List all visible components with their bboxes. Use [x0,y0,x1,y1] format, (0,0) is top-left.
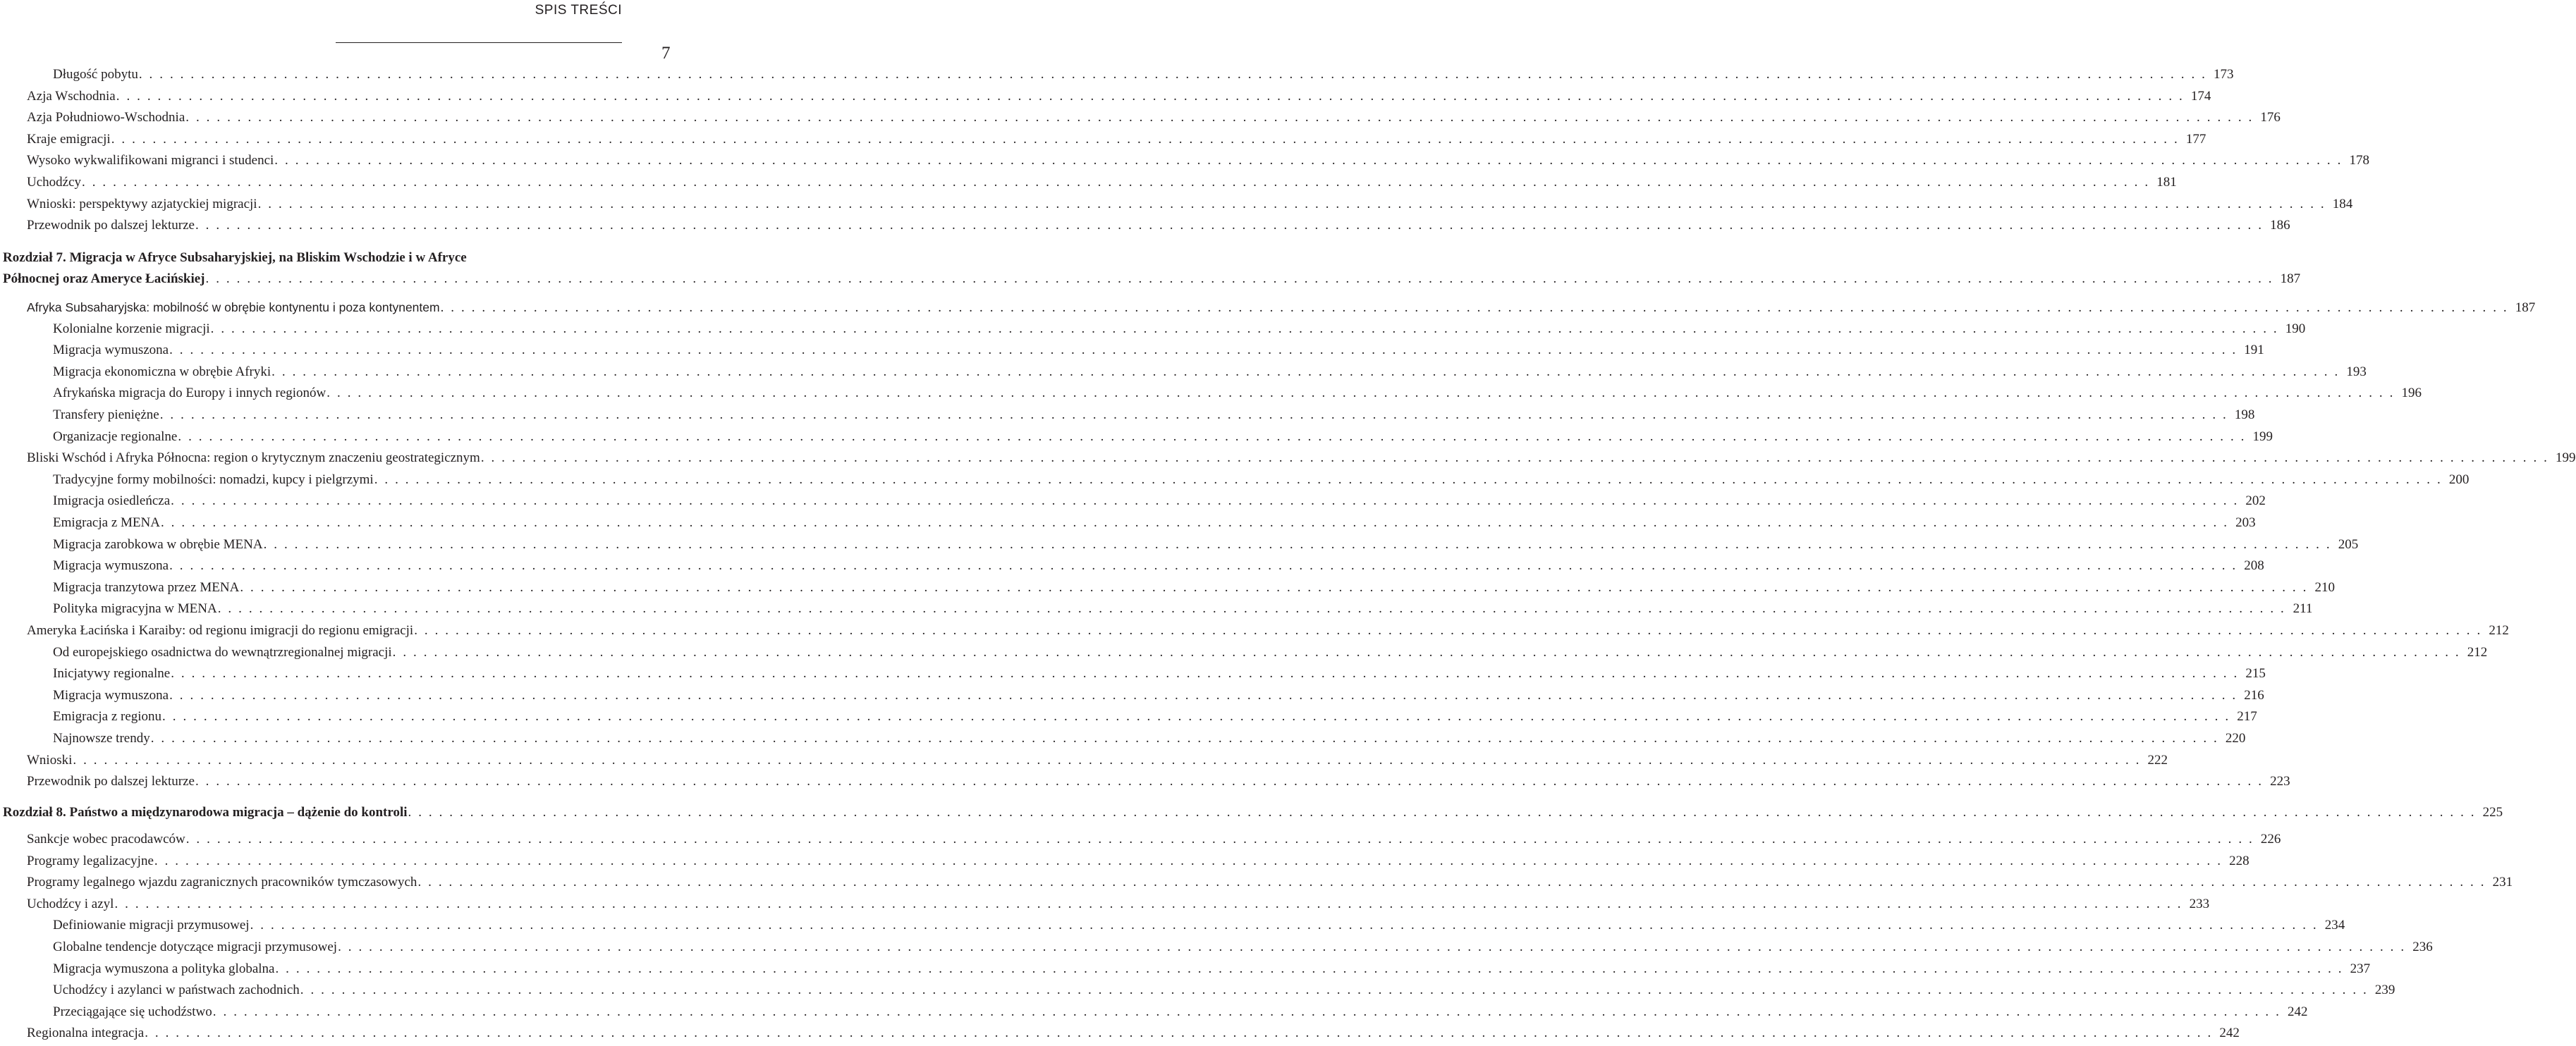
toc-entry[interactable] [53,939,2433,956]
leader-dots: . . . . . . . . . . . . . . . . . . . . . . . . . . . . . . . . . . . . . . . . . . . . . . . . . . . . . . . . . . . . . . . . . . . . . . . . . . . . . . . . . . . . . . . . . . . . . . . . . . . . . . . . . . . . . . . . . . . . . . . . . . . . . . . . . . . . . . . . . . . . . . . . . . . . . . . . . . . . . . . . . . . . . . . . . . . . . . . . . . . . . . . . . . . . . . . . . . . . . . . . [210,321,2279,336]
toc-entry-page: 222 [2147,752,2168,768]
toc-entry-page: 242 [2219,1026,2240,1041]
leader-dots: . . . . . . . . . . . . . . . . . . . . . . . . . . . . . . . . . . . . . . . . . . . . . . . . . . . . . . . . . . . . . . . . . . . . . . . . . . . . . . . . . . . . . . . . . . . . . . . . . . . . . . . . . . . . . . . . . . . . . . . . . . . . . . . . . . . . . . . . . . . . . . . . . . . . . . . . . . . . . . . . . . . . . . . . . . . . . . . . . . . . . . . . . . . . . . . . . . . . . . . . [169,343,2238,358]
leader-dots: . . . . . . . . . . . . . . . . . . . . . . . . . . . . . . . . . . . . . . . . . . . . . . . . . . . . . . . . . . . . . . . . . . . . . . . . . . . . . . . . . . . . . . . . . . . . . . . . . . . . . . . . . . . . . . . . . . . . . . . . . . . . . . . . . . . . . . . . . . . . . . . . . . . . . . . . . . . . . . . . . . . . . . . . . . . . . . . . . . . . . . . . . . . . . . . . . . . . . . . . [250,918,2319,933]
toc-entry-page: 187 [2515,300,2536,315]
leader-dots: . . . . . . . . . . . . . . . . . . . . . . . . . . . . . . . . . . . . . . . . . . . . . . . . . . . . . . . . . . . . . . . . . . . . . . . . . . . . . . . . . . . . . . . . . . . . . . . . . . . . . . . . . . . . . . . . . . . . . . . . . . . . . . . . . . . . . . . . . . . . . . . . . . . . . . . . . . . . . . . . . . . . . . . . . . . . . . . . . . . . . . . . . . . . . . . . . . . . . . . . [274,153,2343,168]
toc-entry[interactable] [53,536,2359,553]
toc-entry-page: 174 [2190,88,2211,104]
leader-dots: . . . . . . . . . . . . . . . . . . . . . . . . . . . . . . . . . . . . . . . . . . . . . . . . . . . . . . . . . . . . . . . . . . . . . . . . . . . . . . . . . . . . . . . . . . . . . . . . . . . . . . . . . . . . . . . . . . . . . . . . . . . . . . . . . . . . . . . . . . . . . . . . . . . . . . . . . . . . . . . . . . . . . . . . . . . . . . . . . . . . . . . . . . . . . . . . . . . . . . . . [111,131,2180,147]
leader-dots: . . . . . . . . . . . . . . . . . . . . . . . . . . . . . . . . . . . . . . . . . . . . . . . . . . . . . . . . . . . . . . . . . . . . . . . . . . . . . . . . . . . . . . . . . . . . . . . . . . . . . . . . . . . . . . . . . . . . . . . . . . . . . . . . . . . . . . . . . . . . . . . . . . . . . . . . . . . . . . . . . . . . . . . . . . . . . . . . . . . . . . . . . . . . . . . . . . . . . . . . [159,407,2228,422]
toc-entry-page: 199 [2556,450,2576,466]
toc-entry[interactable] [27,109,2281,126]
page-number: 7 [661,44,671,63]
leader-dots: . . . . . . . . . . . . . . . . . . . . . . . . . . . . . . . . . . . . . . . . . . . . . . . . . . . . . . . . . . . . . . . . . . . . . . . . . . . . . . . . . . . . . . . . . . . . . . . . . . . . . . . . . . . . . . . . . . . . . . . . . . . . . . . . . . . . . . . . . . . . . . . . . . . . . . . . . . . . . . . . . . . . . . . . . . . . . . . . . . . . . . . . . . . . . . . . . . . . . . . . [138,67,2207,82]
toc-entry[interactable] [53,961,2371,978]
leader-dots: . . . . . . . . . . . . . . . . . . . . . . . . . . . . . . . . . . . . . . . . . . . . . . . . . . . . . . . . . . . . . . . . . . . . . . . . . . . . . . . . . . . . . . . . . . . . . . . . . . . . . . . . . . . . . . . . . . . . . . . . . . . . . . . . . . . . . . . . . . . . . . . . . . . . . . . . . . . . . . . . . . . . . . . . . . . . . . . . . . . . . . . . . . . . . . . . . . . . . . . . [271,364,2340,379]
leader-dots: . . . . . . . . . . . . . . . . . . . . . . . . . . . . . . . . . . . . . . . . . . . . . . . . . . . . . . . . . . . . . . . . . . . . . . . . . . . . . . . . . . . . . . . . . . . . . . . . . . . . . . . . . . . . . . . . . . . . . . . . . . . . . . . . . . . . . . . . . . . . . . . . . . . . . . . . . . . . . . . . . . . . . . . . . . . . . . . . . . . . . . . . . . . . . . . . . . . . . . . . [480,450,2549,466]
toc-entry-title: Emigracja z regionu [53,709,162,725]
toc-entry[interactable] [53,472,2470,488]
toc-entry-title: Migracja wymuszona a polityka globalna [53,961,275,976]
toc-entry-title: Wnioski [27,752,73,768]
leader-dots: . . . . . . . . . . . . . . . . . . . . . . . . . . . . . . . . . . . . . . . . . . . . . . . . . . . . . . . . . . . . . . . . . . . . . . . . . . . . . . . . . . . . . . . . . . . . . . . . . . . . . . . . . . . . . . . . . . . . . . . . . . . . . . . . . . . . . . . . . . . . . . . . . . . . . . . . . . . . . . . . . . . . . . . . . . . . . . . . . . . . . . . . . . . . . . . . . . . . . . . . [440,300,2509,315]
chapter-7-page: 187 [2280,271,2301,286]
leader-dots: . . . . . . . . . . . . . . . . . . . . . . . . . . . . . . . . . . . . . . . . . . . . . . . . . . . . . . . . . . . . . . . . . . . . . . . . . . . . . . . . . . . . . . . . . . . . . . . . . . . . . . . . . . . . . . . . . . . . . . . . . . . . . . . . . . . . . . . . . . . . . . . . . . . . . . . . . . . . . . . . . . . . . . . . . . . . . . . . . . . . . . . . . . . . . . . . . . . . . . . . [169,558,2238,574]
toc-entry-page: 237 [2350,961,2371,976]
toc-entry-title: Transfery pieniężne [53,407,159,422]
toc-entry[interactable] [53,342,2264,359]
toc-entry-title: Inicjatywy regionalne [53,666,171,682]
toc-entry-title: Długość pobytu [53,67,138,82]
toc-entry-page: 234 [2324,918,2345,933]
toc-entry-page: 231 [2492,875,2513,890]
toc-entry-title: Uchodźcy i azyl [27,896,114,911]
toc-entry-title: Globalne tendencje dotyczące migracji przymusowej [53,940,338,954]
leader-dots: . . . . . . . . . . . . . . . . . . . . . . . . . . . . . . . . . . . . . . . . . . . . . . . . . . . . . . . . . . . . . . . . . . . . . . . . . . . . . . . . . . . . . . . . . . . . . . . . . . . . . . . . . . . . . . . . . . . . . . . . . . . . . . . . . . . . . . . . . . . . . . . . . . . . . . . . . . . . . . . . . . . . . . . . . . . . . . . . . . . . . . . . . . . . . . . . . . . . . . . . [212,1004,2281,1019]
toc-entry-page: 191 [2244,343,2264,358]
toc-entry[interactable] [53,601,2313,617]
toc-entry-page: 202 [2245,493,2266,509]
leader-dots: . . . . . . . . . . . . . . . . . . . . . . . . . . . . . . . . . . . . . . . . . . . . . . . . . . . . . . . . . . . . . . . . . . . . . . . . . . . . . . . . . . . . . . . . . . . . . . . . . . . . . . . . . . . . . . . . . . . . . . . . . . . . . . . . . . . . . . . . . . . . . . . . . . . . . . . . . . . . . . . . . . . . . . . . . . . . . . . . . . . . . . . . . . . . . . . . . . . . . . . . [185,110,2254,125]
toc-entry[interactable] [53,644,2488,661]
header-rule [336,42,622,43]
leader-dots: . . . . . . . . . . . . . . . . . . . . . . . . . . . . . . . . . . . . . . . . . . . . . . . . . . . . . . . . . . . . . . . . . . . . . . . . . . . . . . . . . . . . . . . . . . . . . . . . . . . . . . . . . . . . . . . . . . . . . . . . . . . . . . . . . . . . . . . . . . . . . . . . . . . . . . . . . . . . . . . . . . . . . . . . . . . . . . . . . . . . . . . . . . . . . . . . . . . . . . . . [154,853,2223,868]
toc-entry[interactable] [27,217,2290,234]
toc-entry-page: 215 [2245,666,2266,682]
leader-dots: . . . . . . . . . . . . . . . . . . . . . . . . . . . . . . . . . . . . . . . . . . . . . . . . . . . . . . . . . . . . . . . . . . . . . . . . . . . . . . . . . . . . . . . . . . . . . . . . . . . . . . . . . . . . . . . . . . . . . . . . . . . . . . . . . . . . . . . . . . . . . . . . . . . . . . . . . . . . . . . . . . . . . . . . . . . . . . . . . . . . . . . . . . . . . . . . . . . . . . . . [185,832,2254,847]
toc-entry[interactable] [27,831,2281,848]
leader-dots: . . . . . . . . . . . . . . . . . . . . . . . . . . . . . . . . . . . . . . . . . . . . . . . . . . . . . . . . . . . . . . . . . . . . . . . . . . . . . . . . . . . . . . . . . . . . . . . . . . . . . . . . . . . . . . . . . . . . . . . . . . . . . . . . . . . . . . . . . . . . . . . . . . . . . . . . . . . . . . . . . . . . . . . . . . . . . . . . . . . . . . . . . . . . . . . . . . . . . . . . [240,579,2308,595]
toc-entry-page: 228 [2229,853,2250,868]
toc-entry[interactable] [53,917,2345,934]
toc-entry-title: Uchodźcy i azylanci w państwach zachodnich [53,983,300,998]
toc-entry[interactable] [27,853,2250,870]
leader-dots: . . . . . . . . . . . . . . . . . . . . . . . . . . . . . . . . . . . . . . . . . . . . . . . . . . . . . . . . . . . . . . . . . . . . . . . . . . . . . . . . . . . . . . . . . . . . . . . . . . . . . . . . . . . . . . . . . . . . . . . . . . . . . . . . . . . . . . . . . . . . . . . . . . . . . . . . . . . . . . . . . . . . . . . . . . . . . . . . . . . . . . . . . . . . . . . . . . . . . . . . [257,196,2326,211]
toc-entry-page: 226 [2260,832,2281,847]
leader-dots: . . . . . . . . . . . . . . . . . . . . . . . . . . . . . . . . . . . . . . . . . . . . . . . . . . . . . . . . . . . . . . . . . . . . . . . . . . . . . . . . . . . . . . . . . . . . . . . . . . . . . . . . . . . . . . . . . . . . . . . . . . . . . . . . . . . . . . . . . . . . . . . . . . . . . . . . . . . . . . . . . . . . . . . . . . . . . . . . . . . . . . . . . . . . . . . . . . . . . . . . [338,940,2406,954]
leader-dots: . . . . . . . . . . . . . . . . . . . . . . . . . . . . . . . . . . . . . . . . . . . . . . . . . . . . . . . . . . . . . . . . . . . . . . . . . . . . . . . . . . . . . . . . . . . . . . . . . . . . . . . . . . . . . . . . . . . . . . . . . . . . . . . . . . . . . . . . . . . . . . . . . . . . . . . . . . . . . . . . . . . . . . . . . . . . . . . . . . . . . . . . . . . . . . . . . . . . . . . . [417,875,2486,890]
toc-entry-page: 196 [2401,386,2422,401]
toc-entry[interactable] [27,152,2369,169]
toc-entry[interactable] [53,364,2367,381]
toc-entry-title: Migracja zarobkowa w obrębie MENA [53,536,263,552]
toc-entry-title: Kolonialne korzenie migracji [53,321,210,336]
toc-entry-page: 233 [2189,896,2210,911]
toc-entry[interactable] [27,622,2509,639]
toc-entry[interactable] [53,708,2257,725]
toc-entry-title: Wysoko wykwalifikowani migranci i studenci [27,153,274,168]
toc-entry-page: 217 [2237,709,2257,725]
toc-entry-title: Afrykańska migracja do Europy i innych regionów [53,386,326,401]
leader-dots: . . . . . . . . . . . . . . . . . . . . . . . . . . . . . . . . . . . . . . . . . . . . . . . . . . . . . . . . . . . . . . . . . . . . . . . . . . . . . . . . . . . . . . . . . . . . . . . . . . . . . . . . . . . . . . . . . . . . . . . . . . . . . . . . . . . . . . . . . . . . . . . . . . . . . . . . . . . . . . . . . . . . . . . . . . . . . . . . . . . . . . . . . . . . . . . . . . . . . . . . [326,386,2395,401]
leader-dots: . . . . . . . . . . . . . . . . . . . . . . . . . . . . . . . . . . . . . . . . . . . . . . . . . . . . . . . . . . . . . . . . . . . . . . . . . . . . . . . . . . . . . . . . . . . . . . . . . . . . . . . . . . . . . . . . . . . . . . . . . . . . . . . . . . . . . . . . . . . . . . . . . . . . . . . . . . . . . . . . . . . . . . . . . . . . . . . . . . . . . . . . . . . . . . . . . . . . . . . . [162,709,2230,725]
toc-entry-title: Migracja ekonomiczna w obrębie Afryki [53,364,271,379]
toc-entry-page: 205 [2338,536,2359,552]
leader-dots: . . . . . . . . . . . . . . . . . . . . . . . . . . . . . . . . . . . . . . . . . . . . . . . . . . . . . . . . . . . . . . . . . . . . . . . . . . . . . . . . . . . . . . . . . . . . . . . . . . . . . . . . . . . . . . . . . . . . . . . . . . . . . . . . . . . . . . . . . . . . . . . . . . . . . . . . . . . . . . . . . . . . . . . . . . . . . . . . . . . . . . . . . . . . . . . . . . . . . . . . [160,515,2229,530]
toc-entry[interactable] [53,385,2422,402]
toc-entry-title: Migracja wymuszona [53,343,169,358]
toc-entry-page: 225 [2482,805,2503,820]
toc-entry-title: Afryka Subsaharyjska: mobilność w obrębie kontynentu i poza kontynentem [27,300,440,314]
toc-entry[interactable] [27,131,2206,148]
leader-dots: . . . . . . . . . . . . . . . . . . . . . . . . . . . . . . . . . . . . . . . . . . . . . . . . . . . . . . . . . . . . . . . . . . . . . . . . . . . . . . . . . . . . . . . . . . . . . . . . . . . . . . . . . . . . . . . . . . . . . . . . . . . . . . . . . . . . . . . . . . . . . . . . . . . . . . . . . . . . . . . . . . . . . . . . . . . . . . . . . . . . . . . . . . . . . . . . . . . . . . . . [408,805,2477,820]
toc-entry-page: 184 [2332,196,2353,211]
toc-entry-title: Przeciągające się uchodźstwo [53,1004,212,1019]
leader-dots: . . . . . . . . . . . . . . . . . . . . . . . . . . . . . . . . . . . . . . . . . . . . . . . . . . . . . . . . . . . . . . . . . . . . . . . . . . . . . . . . . . . . . . . . . . . . . . . . . . . . . . . . . . . . . . . . . . . . . . . . . . . . . . . . . . . . . . . . . . . . . . . . . . . . . . . . . . . . . . . . . . . . . . . . . . . . . . . . . . . . . . . . . . . . . . . . . . . . . . . . [171,493,2239,509]
toc-entry[interactable] [53,493,2266,510]
leader-dots: . . . . . . . . . . . . . . . . . . . . . . . . . . . . . . . . . . . . . . . . . . . . . . . . . . . . . . . . . . . . . . . . . . . . . . . . . . . . . . . . . . . . . . . . . . . . . . . . . . . . . . . . . . . . . . . . . . . . . . . . . . . . . . . . . . . . . . . . . . . . . . . . . . . . . . . . . . . . . . . . . . . . . . . . . . . . . . . . . . . . . . . . . . . . . . . . . . . . . . . . [171,666,2239,682]
toc-entry-page: 186 [2270,218,2290,233]
toc-entry-title: Polityka migracyjna w MENA [53,601,217,617]
toc-entry[interactable] [27,299,2536,316]
leader-dots: . . . . . . . . . . . . . . . . . . . . . . . . . . . . . . . . . . . . . . . . . . . . . . . . . . . . . . . . . . . . . . . . . . . . . . . . . . . . . . . . . . . . . . . . . . . . . . . . . . . . . . . . . . . . . . . . . . . . . . . . . . . . . . . . . . . . . . . . . . . . . . . . . . . . . . . . . . . . . . . . . . . . . . . . . . . . . . . . . . . . . . . . . . . . . . . . . . . . . . . . [217,601,2286,617]
toc-entry-title: Emigracja z MENA [53,515,160,530]
toc-entry-title: Sankcje wobec pracodawców [27,832,185,847]
toc-entry-title: Migracja wymuszona [53,558,169,574]
leader-dots: . . . . . . . . . . . . . . . . . . . . . . . . . . . . . . . . . . . . . . . . . . . . . . . . . . . . . . . . . . . . . . . . . . . . . . . . . . . . . . . . . . . . . . . . . . . . . . . . . . . . . . . . . . . . . . . . . . . . . . . . . . . . . . . . . . . . . . . . . . . . . . . . . . . . . . . . . . . . . . . . . . . . . . . . . . . . . . . . . . . . . . . . . . . . . . . . . . . . . . . . [73,752,2142,768]
toc-entry[interactable] [53,687,2264,704]
toc-entry-title: Migracja wymuszona [53,687,169,703]
leader-dots: . . . . . . . . . . . . . . . . . . . . . . . . . . . . . . . . . . . . . . . . . . . . . . . . . . . . . . . . . . . . . . . . . . . . . . . . . . . . . . . . . . . . . . . . . . . . . . . . . . . . . . . . . . . . . . . . . . . . . . . . . . . . . . . . . . . . . . . . . . . . . . . . . . . . . . . . . . . . . . . . . . . . . . . . . . . . . . . . . . . . . . . . . . . . . . . . . . . . . . . . [205,271,2274,286]
toc-entry[interactable] [27,196,2353,213]
chapter-7-title-line1: Rozdział 7. Migracja w Afryce Subsaharyjskiej, na Bliskim Wschodzie i w Afryce [3,250,467,265]
leader-dots: . . . . . . . . . . . . . . . . . . . . . . . . . . . . . . . . . . . . . . . . . . . . . . . . . . . . . . . . . . . . . . . . . . . . . . . . . . . . . . . . . . . . . . . . . . . . . . . . . . . . . . . . . . . . . . . . . . . . . . . . . . . . . . . . . . . . . . . . . . . . . . . . . . . . . . . . . . . . . . . . . . . . . . . . . . . . . . . . . . . . . . . . . . . . . . . . . . . . . . . . [114,896,2183,911]
toc-entry-page: 178 [2349,153,2369,168]
toc-entry-page: 203 [2235,515,2256,530]
toc-entry-page: 211 [2293,601,2313,617]
toc-entry-page: 193 [2346,364,2367,379]
toc-entry-title: Organizacje regionalne [53,429,178,444]
leader-dots: . . . . . . . . . . . . . . . . . . . . . . . . . . . . . . . . . . . . . . . . . . . . . . . . . . . . . . . . . . . . . . . . . . . . . . . . . . . . . . . . . . . . . . . . . . . . . . . . . . . . . . . . . . . . . . . . . . . . . . . . . . . . . . . . . . . . . . . . . . . . . . . . . . . . . . . . . . . . . . . . . . . . . . . . . . . . . . . . . . . . . . . . . . . . . . . . . . . . . . . . [145,1026,2213,1041]
toc-entry-page: 200 [2448,472,2470,487]
toc-entry-title: Imigracja osiedleńcza [53,493,171,509]
toc-entry[interactable] [27,773,2290,790]
leader-dots: . . . . . . . . . . . . . . . . . . . . . . . . . . . . . . . . . . . . . . . . . . . . . . . . . . . . . . . . . . . . . . . . . . . . . . . . . . . . . . . . . . . . . . . . . . . . . . . . . . . . . . . . . . . . . . . . . . . . . . . . . . . . . . . . . . . . . . . . . . . . . . . . . . . . . . . . . . . . . . . . . . . . . . . . . . . . . . . . . . . . . . . . . . . . . . . . . . . . . . . . [82,175,2150,190]
leader-dots: . . . . . . . . . . . . . . . . . . . . . . . . . . . . . . . . . . . . . . . . . . . . . . . . . . . . . . . . . . . . . . . . . . . . . . . . . . . . . . . . . . . . . . . . . . . . . . . . . . . . . . . . . . . . . . . . . . . . . . . . . . . . . . . . . . . . . . . . . . . . . . . . . . . . . . . . . . . . . . . . . . . . . . . . . . . . . . . . . . . . . . . . . . . . . . . . . . . . . . . . [414,623,2482,638]
toc-entry[interactable] [27,450,2576,467]
toc-entry[interactable] [53,66,2234,83]
toc-entry-page: 223 [2270,774,2290,789]
toc-entry-title: Azja Wschodnia [27,88,116,104]
toc-entry-title: Tradycyjne formy mobilności: nomadzi, kupcy i pielgrzymi [53,472,374,487]
toc-entry-title: Wnioski: perspektywy azjatyckiej migracji [27,196,257,211]
toc-entry-title: Uchodźcy [27,175,82,190]
toc-entry-title: Definiowanie migracji przymusowej [53,918,250,933]
toc-entry[interactable] [53,982,2395,999]
toc-entry-title: Azja Południowo-Wschodnia [27,110,185,125]
toc-entry-title: Ameryka Łacińska i Karaiby: od regionu imigracji do regionu emigracji [27,623,414,638]
toc-entry[interactable] [27,1025,2240,1042]
running-header: SPIS TREŚCI [535,3,622,18]
toc-entry[interactable] [53,579,2335,596]
toc-entry-page: 198 [2234,407,2255,422]
toc-entry-page: 239 [2374,983,2395,998]
toc-entry-page: 242 [2287,1004,2308,1019]
leader-dots: . . . . . . . . . . . . . . . . . . . . . . . . . . . . . . . . . . . . . . . . . . . . . . . . . . . . . . . . . . . . . . . . . . . . . . . . . . . . . . . . . . . . . . . . . . . . . . . . . . . . . . . . . . . . . . . . . . . . . . . . . . . . . . . . . . . . . . . . . . . . . . . . . . . . . . . . . . . . . . . . . . . . . . . . . . . . . . . . . . . . . . . . . . . . . . . . . . . . . . . . [263,536,2332,552]
leader-dots: . . . . . . . . . . . . . . . . . . . . . . . . . . . . . . . . . . . . . . . . . . . . . . . . . . . . . . . . . . . . . . . . . . . . . . . . . . . . . . . . . . . . . . . . . . . . . . . . . . . . . . . . . . . . . . . . . . . . . . . . . . . . . . . . . . . . . . . . . . . . . . . . . . . . . . . . . . . . . . . . . . . . . . . . . . . . . . . . . . . . . . . . . . . . . . . . . . . . . . . . [116,88,2185,104]
leader-dots: . . . . . . . . . . . . . . . . . . . . . . . . . . . . . . . . . . . . . . . . . . . . . . . . . . . . . . . . . . . . . . . . . . . . . . . . . . . . . . . . . . . . . . . . . . . . . . . . . . . . . . . . . . . . . . . . . . . . . . . . . . . . . . . . . . . . . . . . . . . . . . . . . . . . . . . . . . . . . . . . . . . . . . . . . . . . . . . . . . . . . . . . . . . . . . . . . . . . . . . . [169,687,2238,703]
leader-dots: . . . . . . . . . . . . . . . . . . . . . . . . . . . . . . . . . . . . . . . . . . . . . . . . . . . . . . . . . . . . . . . . . . . . . . . . . . . . . . . . . . . . . . . . . . . . . . . . . . . . . . . . . . . . . . . . . . . . . . . . . . . . . . . . . . . . . . . . . . . . . . . . . . . . . . . . . . . . . . . . . . . . . . . . . . . . . . . . . . . . . . . . . . . . . . . . . . . . . . . . [374,472,2443,487]
toc-entry[interactable] [53,429,2273,445]
toc-entry-page: 181 [2156,175,2177,190]
toc-entry-page: 173 [2214,67,2234,82]
leader-dots: . . . . . . . . . . . . . . . . . . . . . . . . . . . . . . . . . . . . . . . . . . . . . . . . . . . . . . . . . . . . . . . . . . . . . . . . . . . . . . . . . . . . . . . . . . . . . . . . . . . . . . . . . . . . . . . . . . . . . . . . . . . . . . . . . . . . . . . . . . . . . . . . . . . . . . . . . . . . . . . . . . . . . . . . . . . . . . . . . . . . . . . . . . . . . . . . . . . . . . . . [195,774,2264,789]
toc-entry-title: Bliski Wschód i Afryka Północna: region o krytycznym znaczeniu geostrategicznym [27,450,480,466]
toc-entry-page: 176 [2260,110,2281,125]
toc-entry-title: Kraje emigracji [27,131,111,147]
toc-entry-title: Najnowsze trendy [53,731,150,746]
toc-entry-page: 216 [2244,687,2264,703]
toc-entry[interactable] [53,321,2306,338]
toc-entry-page: 236 [2412,940,2433,954]
toc-entry-page: 212 [2489,623,2509,638]
toc-entry[interactable] [53,730,2246,747]
toc-entry-page: 208 [2244,558,2264,574]
toc-entry-title: Przewodnik po dalszej lekturze [27,218,195,233]
toc-entry[interactable] [53,407,2255,424]
toc-entry-title: Rozdział 8. Państwo a międzynarodowa migracja – dążenie do kontroli [3,805,408,820]
toc-entry[interactable] [27,874,2513,891]
toc-entry-title: Programy legalnego wjazdu zagranicznych pracowników tymczasowych [27,875,417,890]
toc-entry-page: 177 [2185,131,2206,147]
toc-entry[interactable] [53,1004,2308,1021]
leader-dots: . . . . . . . . . . . . . . . . . . . . . . . . . . . . . . . . . . . . . . . . . . . . . . . . . . . . . . . . . . . . . . . . . . . . . . . . . . . . . . . . . . . . . . . . . . . . . . . . . . . . . . . . . . . . . . . . . . . . . . . . . . . . . . . . . . . . . . . . . . . . . . . . . . . . . . . . . . . . . . . . . . . . . . . . . . . . . . . . . . . . . . . . . . . . . . . . . . . . . . . . [300,983,2369,998]
toc-entry[interactable] [27,752,2168,769]
leader-dots: . . . . . . . . . . . . . . . . . . . . . . . . . . . . . . . . . . . . . . . . . . . . . . . . . . . . . . . . . . . . . . . . . . . . . . . . . . . . . . . . . . . . . . . . . . . . . . . . . . . . . . . . . . . . . . . . . . . . . . . . . . . . . . . . . . . . . . . . . . . . . . . . . . . . . . . . . . . . . . . . . . . . . . . . . . . . . . . . . . . . . . . . . . . . . . . . . . . . . . . . [195,218,2264,233]
toc-entry-page: 210 [2314,579,2335,595]
toc-entry-title: Regionalna integracja [27,1026,145,1041]
toc-entry-title: Od europejskiego osadnictwa do wewnątrzregionalnej migracji [53,644,392,660]
toc-entry[interactable] [27,88,2211,105]
leader-dots: . . . . . . . . . . . . . . . . . . . . . . . . . . . . . . . . . . . . . . . . . . . . . . . . . . . . . . . . . . . . . . . . . . . . . . . . . . . . . . . . . . . . . . . . . . . . . . . . . . . . . . . . . . . . . . . . . . . . . . . . . . . . . . . . . . . . . . . . . . . . . . . . . . . . . . . . . . . . . . . . . . . . . . . . . . . . . . . . . . . . . . . . . . . . . . . . . . . . . . . . [150,731,2219,746]
chapter-7-title-line2: Północnej oraz Ameryce Łacińskiej [3,271,205,286]
toc-entry[interactable] [53,515,2256,531]
toc-entry-title: Przewodnik po dalszej lekturze [27,774,195,789]
toc-entry[interactable] [53,558,2264,574]
chapter-8-heading[interactable] [3,804,2503,821]
toc-entry-title: Migracja tranzytowa przez MENA [53,579,240,595]
leader-dots: . . . . . . . . . . . . . . . . . . . . . . . . . . . . . . . . . . . . . . . . . . . . . . . . . . . . . . . . . . . . . . . . . . . . . . . . . . . . . . . . . . . . . . . . . . . . . . . . . . . . . . . . . . . . . . . . . . . . . . . . . . . . . . . . . . . . . . . . . . . . . . . . . . . . . . . . . . . . . . . . . . . . . . . . . . . . . . . . . . . . . . . . . . . . . . . . . . . . . . . . [178,429,2247,444]
toc-entry-page: 212 [2467,644,2488,660]
toc-entry-title: Programy legalizacyjne [27,853,154,868]
toc-entry-page: 190 [2285,321,2306,336]
leader-dots: . . . . . . . . . . . . . . . . . . . . . . . . . . . . . . . . . . . . . . . . . . . . . . . . . . . . . . . . . . . . . . . . . . . . . . . . . . . . . . . . . . . . . . . . . . . . . . . . . . . . . . . . . . . . . . . . . . . . . . . . . . . . . . . . . . . . . . . . . . . . . . . . . . . . . . . . . . . . . . . . . . . . . . . . . . . . . . . . . . . . . . . . . . . . . . . . . . . . . . . . [275,961,2344,976]
toc-entry[interactable] [27,174,2177,191]
toc-entry-page: 199 [2252,429,2273,444]
leader-dots: . . . . . . . . . . . . . . . . . . . . . . . . . . . . . . . . . . . . . . . . . . . . . . . . . . . . . . . . . . . . . . . . . . . . . . . . . . . . . . . . . . . . . . . . . . . . . . . . . . . . . . . . . . . . . . . . . . . . . . . . . . . . . . . . . . . . . . . . . . . . . . . . . . . . . . . . . . . . . . . . . . . . . . . . . . . . . . . . . . . . . . . . . . . . . . . . . . . . . . . . [392,644,2461,660]
toc-entry[interactable] [27,896,2210,913]
chapter-7-heading[interactable] [3,247,2301,290]
toc-entry-page: 220 [2225,731,2246,746]
toc-entry[interactable] [53,665,2266,682]
